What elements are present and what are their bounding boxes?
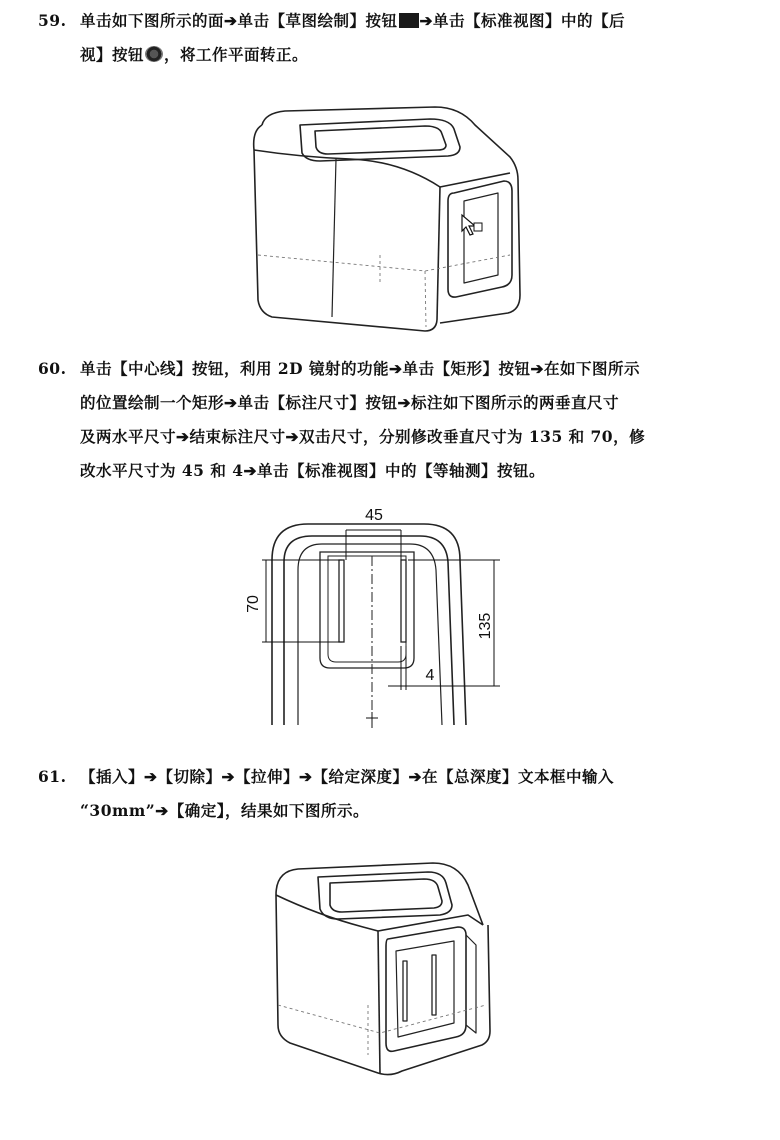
figure-60-dimension-sketch [238, 500, 528, 735]
rear-view-icon [145, 46, 163, 62]
step-60 [38, 352, 758, 488]
step-text: 单击如下图所示的面➔单击【草图绘制】按钮 [80, 11, 398, 30]
step-text: “30mm”➔【确定】，结果如下图所示。 [80, 801, 369, 820]
figure-61-result [268, 855, 498, 1080]
step-text: ，将工作平面转正。 [164, 45, 309, 64]
step-text: 的位置绘制一个矩形➔单击【标注尺寸】按钮➔标注如下图所示的两垂直尺寸 [80, 393, 619, 412]
step-text: 视】按钮 [80, 45, 145, 64]
step-text: 改水平尺寸为 45 和 4➔单击【标准视图】中的【等轴测】按钮。 [80, 461, 546, 480]
step-61 [38, 760, 758, 828]
step-text: 单击【中心线】按钮，利用 2D 镜射的功能➔单击【矩形】按钮➔在如下图所示 [80, 359, 640, 378]
dimension-label-70: 70 [245, 595, 262, 613]
dimension-label-45: 45 [365, 507, 383, 524]
step-59 [38, 4, 758, 72]
mouse-cursor-icon [462, 215, 482, 235]
origin-marker-icon [366, 712, 378, 728]
step-number: 60. [38, 359, 67, 378]
step-text: 【插入】➔【切除】➔【拉伸】➔【给定深度】➔在【总深度】文本框中输入 [80, 767, 614, 786]
step-text: ➔单击【标准视图】中的【后 [419, 11, 625, 30]
step-number: 59. [38, 11, 67, 30]
step-number: 61. [38, 767, 67, 786]
sketch-icon [399, 13, 419, 28]
step-text: 及两水平尺寸➔结束标注尺寸➔双击尺寸，分别修改垂直尺寸为 135 和 70，修 [80, 427, 646, 446]
figure-59-face-selection [240, 95, 530, 340]
dimension-label-135: 135 [477, 612, 494, 640]
dimension-label-4: 4 [425, 667, 435, 684]
